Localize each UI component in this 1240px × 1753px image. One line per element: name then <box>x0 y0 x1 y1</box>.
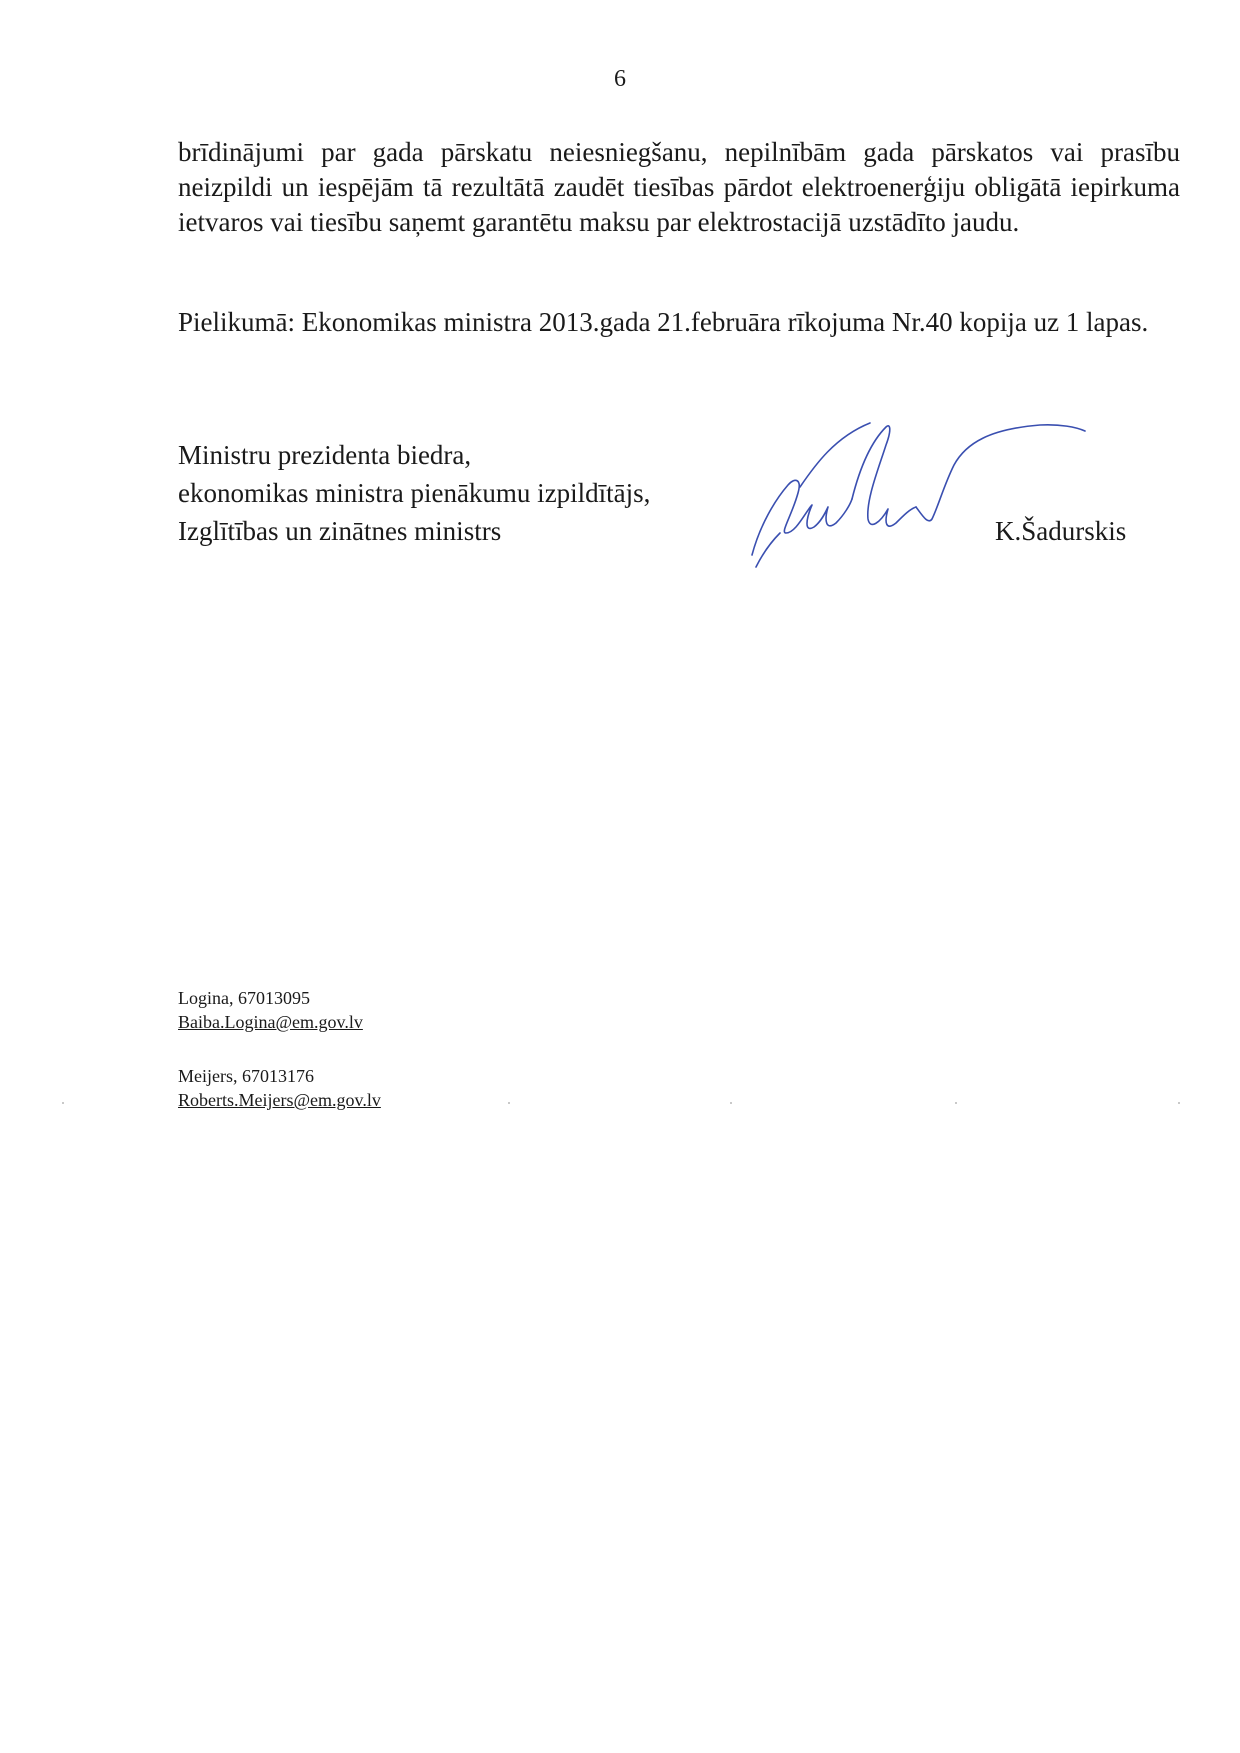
signature-stroke <box>800 423 870 487</box>
signer-title-line: Izglītības un zinātnes ministrs <box>178 516 502 546</box>
body-paragraph-2: Pielikumā: Ekonomikas ministra 2013.gada 21.februāra rīkojuma Nr.40 kopija uz 1 lapas. <box>178 307 1149 337</box>
contact-email-link[interactable]: Roberts.Meijers@em.gov.lv <box>178 1090 381 1110</box>
signature-stroke <box>752 480 852 555</box>
contact-name-phone: Meijers, 67013176 <box>178 1066 314 1086</box>
signer-name: K.Šadurskis <box>995 516 1127 546</box>
signature-stroke <box>756 533 780 567</box>
signature-stroke <box>916 425 1085 521</box>
contact-block <box>178 986 381 1034</box>
scan-speck <box>730 1102 732 1104</box>
contacts-section <box>178 986 381 1142</box>
contact-block <box>178 1064 381 1112</box>
handwritten-signature <box>740 415 1140 575</box>
body-paragraph-1: brīdinājumi par gada pārskatu neiesniegšanu, nepilnībām gada pārskatos vai prasību neizpildi un iespējām tā rezultātā zaudēt tiesības pārdot elektroenerģiju obligātā iepirkuma ietvaros vai tiesību saņemt garantētu maksu par elektrostacijā uzstādīto jaudu. <box>178 137 1180 237</box>
signer-title-line: Ministru prezidenta biedra, <box>178 440 472 470</box>
scan-speck <box>1178 1102 1180 1104</box>
scan-speck <box>955 1102 957 1104</box>
contact-email-link[interactable]: Baiba.Logina@em.gov.lv <box>178 1012 363 1032</box>
signer-title-block <box>178 436 650 550</box>
signature-stroke <box>852 426 916 526</box>
contact-name-phone: Logina, 67013095 <box>178 988 310 1008</box>
scan-speck <box>508 1102 510 1104</box>
page-number: 6 <box>614 66 626 92</box>
scan-speck <box>62 1102 64 1104</box>
signer-title-line: ekonomikas ministra pienākumu izpildītājs, <box>178 478 651 508</box>
